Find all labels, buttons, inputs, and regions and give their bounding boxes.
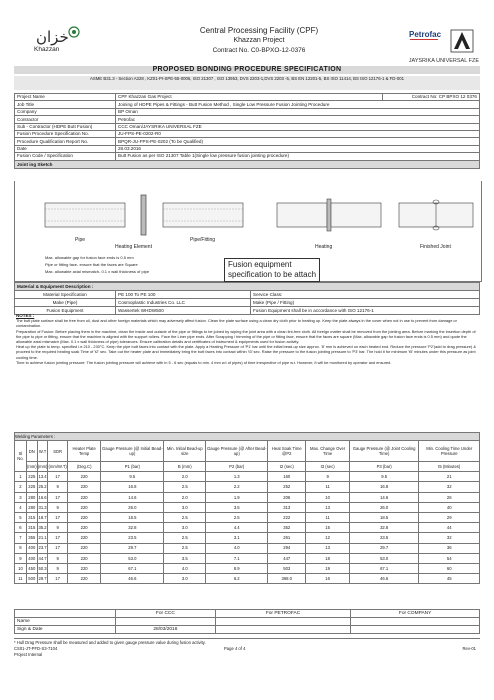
welding-cell: 32: [419, 533, 480, 543]
jv-name: JAYSRIKA UNIVERSAL FZE: [408, 58, 479, 64]
welding-cell: 23.5: [101, 533, 164, 543]
sketch-title: Joint ing Sketch: [15, 160, 480, 168]
material-row: [15, 299, 480, 307]
welding-cell: 352: [268, 523, 306, 533]
welding-cell: 1: [15, 472, 27, 482]
material-label: Make (Pipe): [15, 299, 116, 307]
khazzan-logo: [34, 26, 82, 54]
sketch-note-1: Max. allowable gap for fusion face ends is 0.5 mm: [45, 255, 134, 260]
welding-cell: 1.9: [206, 492, 268, 502]
welding-cell: 220: [67, 574, 101, 584]
info-label: Fusion Procedure Specification No.: [15, 130, 116, 137]
welding-cell: 450: [26, 563, 37, 573]
welding-header-cell: Min. Cooling Time Under Pressure: [419, 441, 480, 462]
page-number: Page 4 of 4: [224, 646, 246, 651]
welding-unit-cell: B (mm): [164, 462, 206, 472]
welding-row: [15, 533, 480, 543]
welding-cell: 4: [15, 502, 27, 512]
welding-cell: 23.7: [37, 543, 48, 553]
info-label: Date: [15, 145, 116, 152]
standards-reference: ASME B31.3 - Section A328 , KZ01-PI-SPE-55-0006, ISO 21307 , ISO 13953, DVS 2203-1,DVS 2203 -5, BS EN 12201-5, BS ISO 11414, BS ISO 12176-1 & FD-001: [14, 76, 480, 90]
material-value: Cosmoplastic Industries Co. LLC: [116, 299, 251, 307]
info-row: [15, 138, 480, 145]
welding-cell: 9: [15, 553, 27, 563]
welding-cell: 7.1: [206, 553, 268, 563]
fusion-note-line1: Fusion equipment: [228, 260, 292, 269]
welding-cell: 18: [306, 553, 349, 563]
welding-cell: 4.0: [164, 563, 206, 573]
khazzan-logo-text: Khazzan: [34, 46, 60, 53]
label-pipe-fitting: Pipe/Fitting: [190, 237, 216, 243]
welding-cell: 3.0: [164, 574, 206, 584]
welding-header-cell: DN: [26, 441, 37, 462]
welding-cell: 220: [67, 482, 101, 492]
info-value: 28.03.2016: [116, 145, 480, 152]
material-label: Fusion Equipment: [15, 307, 116, 315]
info-label: Job Title: [15, 101, 116, 108]
welding-cell: 50.3: [37, 563, 48, 573]
label-pipe: Pipe: [75, 237, 86, 243]
for-ccc: For CCC: [116, 610, 216, 618]
welding-cell: 2.5: [164, 482, 206, 492]
welding-cell: 280: [26, 502, 37, 512]
footnote: * Hull Drag Pressure shall be measured and added to given gauge pressure value during fusion activity.: [14, 638, 480, 645]
welding-cell: 2.5: [164, 543, 206, 553]
welding-cell: 29.7: [349, 543, 419, 553]
welding-cell: 222: [268, 512, 306, 522]
welding-cell: 17: [48, 574, 67, 584]
welding-cell: 45: [419, 574, 480, 584]
project-header: [164, 26, 354, 55]
svg-text:Petrofac: Petrofac: [409, 30, 442, 39]
welding-cell: 7: [15, 533, 27, 543]
welding-cell: 11: [306, 512, 349, 522]
welding-cell: 13: [306, 543, 349, 553]
welding-cell: 23.5: [349, 533, 419, 543]
welding-cell: 21.1: [37, 533, 48, 543]
welding-unit-cell: (Deg.C): [67, 462, 101, 472]
sketch-note-3: Max. allowable axial mismatch- 0.1 x wall thickness of pipe: [45, 269, 150, 274]
welding-row: [15, 482, 480, 492]
info-value: BP Oman: [116, 108, 480, 115]
welding-cell: 220: [67, 492, 101, 502]
info-value: BPQR-JU-FPS-PE-0202 (To be Qualified): [116, 138, 480, 145]
welding-cell: 220: [67, 533, 101, 543]
welding-row: [15, 553, 480, 563]
svg-text:خزان: خزان: [36, 28, 69, 46]
revision: Rev-01: [462, 646, 476, 651]
fusion-note-line2: specification to be attach: [228, 270, 317, 279]
info-row: [15, 101, 480, 108]
welding-cell: 18.5: [101, 512, 164, 522]
welding-header-cell: Heat Soak Time @P2: [268, 441, 306, 462]
welding-cell: 16.8: [101, 482, 164, 492]
welding-cell: 54: [419, 553, 480, 563]
welding-cell: 2.0: [164, 492, 206, 502]
welding-row: [15, 543, 480, 553]
welding-cell: 53.0: [349, 553, 419, 563]
welding-cell: 10: [15, 563, 27, 573]
welding-cell: 9: [48, 502, 67, 512]
welding-cell: 9: [48, 563, 67, 573]
info-label: Project Name: [15, 94, 116, 101]
info-row: [15, 153, 480, 160]
fusion-equipment-note: [224, 258, 320, 282]
materials-title: Material & Equipment Description :: [15, 283, 480, 291]
welding-cell: 4.0: [206, 543, 268, 553]
doc-reference-2: Project Internal: [14, 652, 43, 657]
info-label: Company: [15, 108, 116, 115]
welding-row: [15, 502, 480, 512]
welding-cell: 220: [67, 553, 101, 563]
welding-cell: 220: [67, 543, 101, 553]
welding-cell: 3.5: [164, 553, 206, 563]
welding-cell: 32.8: [349, 523, 419, 533]
welding-cell: 1.3: [206, 472, 268, 482]
welding-cell: 31.3: [37, 502, 48, 512]
label-finished-joint: Finished Joint: [420, 244, 451, 250]
material-extra: Fusion Equipment shall be in accordance with ISO 12176-1: [251, 307, 480, 315]
welding-unit-cell: P3 (bar): [349, 462, 419, 472]
welding-cell: 6: [15, 523, 27, 533]
welding-cell: 16.8: [349, 482, 419, 492]
welding-cell: 225: [26, 482, 37, 492]
info-value: Petrofac: [116, 116, 480, 123]
welding-row: [15, 563, 480, 573]
welding-cell: 220: [67, 563, 101, 573]
welding-cell: 60: [419, 563, 480, 573]
welding-cell: 35.2: [37, 523, 48, 533]
info-row: [15, 123, 480, 130]
welding-cell: 17: [48, 543, 67, 553]
welding-cell: 220: [67, 502, 101, 512]
doc-reference: CS01-JT-PFD-S3-7104: [14, 646, 58, 651]
welding-cell: 26.0: [349, 502, 419, 512]
welding-cell: 2: [15, 482, 27, 492]
welding-header-cell: Sl No.: [15, 441, 27, 472]
for-company: For COMPANY: [351, 610, 480, 618]
info-row: [15, 94, 480, 101]
note-paragraph: Time to achieve fusion jointing pressure: The fusion jointing pressure will achieve with in 5 - 6 sec (equals to min. 4 mm w.t of pipes) of time irrespective of pipe w.t. However, It will be monitored by operator and ensured.: [16, 359, 392, 365]
sketch-note-2: Pipe or fitting face- ensure that the faces are Square: [45, 262, 138, 267]
material-value: Wassertek WHDW500: [116, 307, 251, 315]
material-label: Material Specification: [15, 291, 116, 299]
welding-cell: 26: [419, 492, 480, 502]
for-petrofac: For PETROFAC: [215, 610, 350, 618]
welding-header-cell: SDR: [48, 441, 67, 462]
welding-cell: 67.1: [101, 563, 164, 573]
info-label: Fusion Code / Specification: [15, 153, 116, 160]
welding-cell: 220: [67, 472, 101, 482]
document-page: [14, 26, 480, 691]
welding-cell: 315: [26, 523, 37, 533]
note-paragraph: Heat up the plate to temp. specified i.e.210 - 230°C. Keep the pipe butt faces into contact with the plate. Apply a Heating Pressure of 'P1' bar until the initial bead-up size approx. '8' mm is achieved on each heated end. Reduce the pressure 'P2'(add to drag pressure) & proceed to the required heating soak Time of 't2' sec. Take out the heater plate and immediately bring the butt faces into contact within 't3' sec. Raise the pressure to the fusion jointing pressure to 'P3' bar. The hold it for minimum 't5' minutes under this pressure as joint cooling time.: [16, 344, 476, 360]
welding-cell: 17: [48, 472, 67, 482]
welding-unit-cell: P1 (bar): [101, 462, 164, 472]
project-line1: Central Processing Facility (CPF): [199, 26, 319, 35]
info-label: Contractor: [15, 116, 116, 123]
welding-header-cell: W.T: [37, 441, 48, 462]
welding-unit-cell: t3 (sec): [306, 462, 349, 472]
welding-cell: 294: [268, 543, 306, 553]
info-value: CCC Oman/JAYSRIKA UNIVERSAL FZE: [116, 123, 480, 130]
welding-cell: 447: [268, 553, 306, 563]
welding-header-cell: Min. Initial Bead-up size: [164, 441, 206, 462]
welding-cell: 2.5: [164, 512, 206, 522]
material-row: [15, 291, 480, 299]
welding-unit-cell: (mm/W.T): [48, 462, 67, 472]
material-extra: Make (Pipe / Fitting): [251, 299, 480, 307]
welding-cell: 400: [26, 553, 37, 563]
info-row: [15, 130, 480, 137]
welding-cell: 9: [48, 553, 67, 563]
contract-number: Contract No. C0-BPXO-12-0376: [212, 46, 306, 54]
welding-cell: 44.7: [37, 553, 48, 563]
welding-unit-cell: t5 (Minutes): [419, 462, 480, 472]
welding-cell: 160: [268, 472, 306, 482]
material-value: PE 100 To PE 100: [116, 291, 251, 299]
welding-cell: 400: [26, 543, 37, 553]
welding-cell: 46.6: [101, 574, 164, 584]
signoff-table: [14, 609, 480, 634]
welding-cell: 32.8: [101, 523, 164, 533]
welding-header-cell: Gauge Pressure (@ After Bead-up): [206, 441, 268, 462]
welding-cell: 36: [419, 543, 480, 553]
welding-row: [15, 472, 480, 482]
welding-cell: 252: [268, 482, 306, 492]
welding-cell: 21: [419, 472, 480, 482]
welding-cell: 14.6: [349, 492, 419, 502]
welding-cell: 220: [67, 512, 101, 522]
label-heating: Heating: [315, 244, 333, 250]
welding-row: [15, 492, 480, 502]
info-value: JU-FPS-PE-0202-R0: [116, 130, 480, 137]
welding-cell: 18.7: [37, 512, 48, 522]
welding-cell: 11: [306, 482, 349, 492]
welding-cell: 67.1: [349, 563, 419, 573]
welding-cell: 3.1: [206, 533, 268, 543]
info-label: Sub - Contractor (HDPE Butt Fusion): [15, 123, 116, 130]
welding-header-row: [15, 441, 480, 462]
welding-cell: 206: [268, 492, 306, 502]
materials-table: [14, 282, 480, 315]
welding-cell: 25.2: [37, 482, 48, 492]
welding-cell: 10: [306, 492, 349, 502]
welding-header-cell: Max. Change Over Time: [306, 441, 349, 462]
welding-header-cell: Gauge Pressure (@ Joint Cooling Time): [349, 441, 419, 462]
note-paragraph: The butt plate surface shall be free from oil, dust and other foreign materials which may adversely affect fusion. Clean the plate surface using a clean dry cloth prior to heating up. Keep the plate always in the cover when not in use to prevent from damage or contamination.: [16, 318, 457, 329]
welding-cell: 16: [306, 574, 349, 584]
welding-cell: 26.0: [101, 502, 164, 512]
name-label: Name: [15, 618, 116, 626]
welding-cell: 261: [268, 533, 306, 543]
welding-cell: 44: [419, 523, 480, 533]
welding-cell: 5: [15, 512, 27, 522]
welding-parameters-table: [14, 432, 480, 584]
note-paragraph: Preparation of Fusion: Before placing them in the machine, clean the inside and outside of the pipe or fittings to be joined by wiping the joint area with a clean lint-free cloth. All foreign matter shall be removed from the jointing area. Before marking the insertion depth of the pipe to pipe or fitting, ensure that the machine is aligned with the support rollers. Face the Liner pipe ends. After Scrapping / trimming of the pipe or fitting face, ensure that the faces are square (Max. allowable gap for fusion face ends is 0.5 mm) and quote the allowable axial mismatch (Max. 0.1 x wall thickness of pipe) tolerances. Ensure calibration details and certificates of instrument & equipments used for fusion activity.: [16, 328, 476, 345]
notes-title: NOTES :: [16, 313, 35, 318]
info-label: Procedure Qualification Report No.: [15, 138, 116, 145]
welding-cell: 19: [306, 563, 349, 573]
welding-unit-cell: (mm): [26, 462, 37, 472]
project-line2: Khazzan Project: [233, 37, 285, 44]
welding-cell: 9.5: [101, 472, 164, 482]
document-title: PROPOSED BONDING PROCEDURE SPECIFICATION: [14, 66, 480, 74]
welding-cell: 9: [48, 523, 67, 533]
welding-cell: 13: [306, 502, 349, 512]
welding-cell: 32: [419, 482, 480, 492]
welding-cell: 40: [419, 502, 480, 512]
welding-unit-cell: P2 (bar): [206, 462, 268, 472]
welding-cell: 17: [48, 512, 67, 522]
welding-cell: 3.0: [164, 502, 206, 512]
info-row: [15, 145, 480, 152]
sign-label: Sign & Date: [15, 626, 116, 634]
welding-cell: 8.9: [206, 563, 268, 573]
khazzan-logo-icon: [34, 26, 82, 48]
material-extra: Service Class:: [251, 291, 480, 299]
welding-cell: 9: [306, 472, 349, 482]
welding-cell: 220: [67, 523, 101, 533]
welding-row: [15, 523, 480, 533]
label-heating-element: Heating Element: [115, 244, 152, 250]
welding-cell: 2.5: [164, 533, 206, 543]
welding-cell: 13.4: [37, 472, 48, 482]
notes-section: [14, 313, 480, 365]
welding-cell: 313: [268, 502, 306, 512]
welding-cell: 6.2: [206, 574, 268, 584]
petrofac-logo-icon: [409, 28, 479, 56]
welding-cell: 16.6: [37, 492, 48, 502]
welding-cell: 2.2: [206, 482, 268, 492]
petrofac-logo: [409, 28, 479, 62]
info-row: [15, 116, 480, 123]
welding-cell: 11: [15, 574, 27, 584]
welding-cell: 3: [15, 492, 27, 502]
welding-cell: 46.6: [349, 574, 419, 584]
welding-cell: 15: [306, 523, 349, 533]
welding-cell: 500: [26, 574, 37, 584]
welding-units-row: [15, 462, 480, 472]
welding-unit-cell: (mm): [37, 462, 48, 472]
welding-cell: 503: [268, 563, 306, 573]
welding-cell: 17: [48, 492, 67, 502]
welding-cell: 14.6: [101, 492, 164, 502]
welding-cell: 225: [26, 472, 37, 482]
welding-cell: 315: [26, 512, 37, 522]
sign-date: 28/03/2016: [116, 626, 216, 634]
welding-unit-cell: t2 (sec): [268, 462, 306, 472]
info-row: [15, 108, 480, 115]
welding-cell: 17: [48, 533, 67, 543]
welding-cell: 3.5: [206, 502, 268, 512]
welding-cell: 29.7: [37, 574, 48, 584]
welding-cell: 29.7: [101, 543, 164, 553]
welding-row: [15, 512, 480, 522]
info-value: Butt Fusion as per ISO 21307 Table 1(Single low pressure fusion jointing procedure): [116, 153, 480, 160]
info-value: CPF Khazzan Gas Project: [116, 94, 383, 101]
welding-cell: 3.0: [164, 523, 206, 533]
welding-cell: 2.0: [164, 472, 206, 482]
welding-header-cell: Heater Plate Temp: [67, 441, 101, 462]
welding-cell: 368.0: [268, 574, 306, 584]
welding-title: Welding Parameters :: [15, 433, 480, 441]
welding-row: [15, 574, 480, 584]
welding-cell: 2.5: [206, 512, 268, 522]
welding-cell: 53.0: [101, 553, 164, 563]
welding-cell: 9.5: [349, 472, 419, 482]
info-extra: Contract No: CP BPXO 12 0376: [383, 94, 480, 101]
welding-cell: 8: [15, 543, 27, 553]
welding-cell: 29: [419, 512, 480, 522]
welding-header-cell: Gauge Pressure (@ Initial Bead-up): [101, 441, 164, 462]
welding-cell: 4.4: [206, 523, 268, 533]
welding-cell: 355: [26, 533, 37, 543]
welding-cell: 18.5: [349, 512, 419, 522]
welding-cell: 12: [306, 533, 349, 543]
info-value: Joining of HDPE Pipes & Fittings - Butt Fusion Method , Single Low Pressure Fusion Jointing Procedure: [116, 101, 480, 108]
welding-cell: 9: [48, 482, 67, 492]
welding-cell: 280: [26, 492, 37, 502]
welding-body: [15, 472, 480, 584]
project-info-table: [14, 93, 480, 169]
